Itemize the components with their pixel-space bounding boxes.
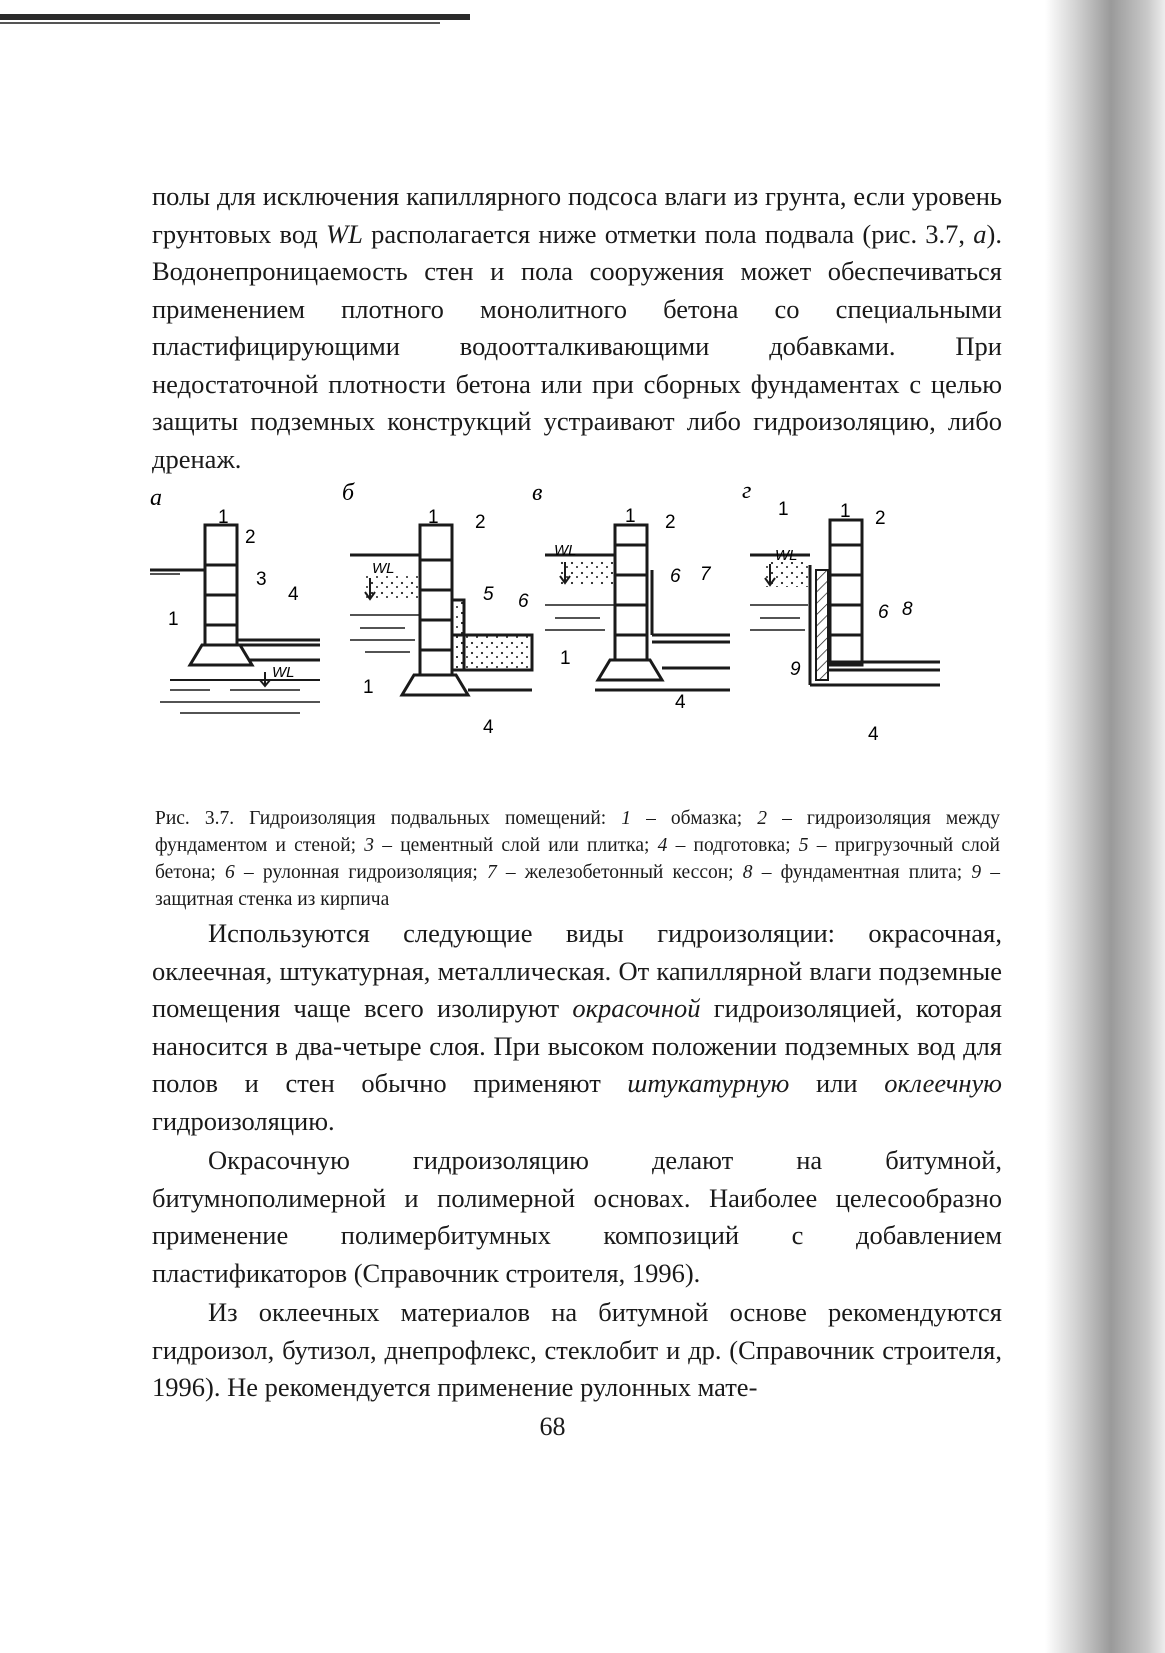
panel-a-wl-label: WL	[272, 664, 295, 681]
caption-text-7: – железобетонный кессон;	[496, 862, 743, 883]
caption-num-6: 6	[225, 862, 235, 883]
panel-v-number-1-top: 1	[625, 506, 636, 527]
caption-num-7: 7	[486, 862, 497, 883]
scan-page-edge-shadow	[1045, 0, 1165, 1653]
paragraph-1-block	[152, 178, 1002, 478]
paragraph-4: Из оклеечных материалов на битумной основе рекомендуются гидроизол, бутизол, днепрофлекс, стеклобит и др. (Справочник строителя, 1996). Не рекомендуется применение рулонных мате-	[152, 1297, 1002, 1402]
caption-num-1: 1	[621, 808, 632, 829]
paragraph-2-text-a: Используются следующие виды гидроизоляции: окрасочная, оклеечная, штукатурная, металлическая. От капиллярной влаги подземные помещения чаще всего изолируют	[152, 918, 1002, 1023]
panel-label-v: в	[532, 480, 543, 506]
paragraph-1-text-b: располагается ниже отметки пола подвала (рис. 3.7,	[362, 218, 974, 249]
panel-v-number-1: 1	[560, 648, 571, 669]
caption-text-1: – обмазка;	[631, 808, 758, 829]
panel-b-number-5: 5	[483, 584, 494, 605]
scan-top-rule-thin	[0, 22, 440, 24]
panel-g-number-1-top: 1	[840, 501, 851, 522]
caption-num-8: 8	[742, 862, 753, 883]
panel-label-g: г	[742, 478, 752, 504]
water-level-symbol: WL	[326, 218, 363, 249]
caption-num-3: 3	[364, 835, 375, 856]
panel-g-number-9: 9	[790, 659, 801, 680]
panel-g-number-1-left: 1	[778, 499, 789, 520]
panel-b-number-4: 4	[483, 717, 494, 738]
panel-label-a: а	[150, 485, 162, 511]
figure-3-7	[150, 478, 1010, 800]
caption-text-2: – гидроизоляция между фундаментом и стеной;	[155, 808, 1000, 856]
caption-num-5: 5	[798, 835, 809, 856]
paragraph-3: Окрасочную гидроизоляцию делают на битумной, битумнополимерной и полимерной основах. Наиболее целесообразно применение полимербитумных композиций с добавлением пластификаторов (Справочник строителя, 1996).	[152, 1145, 1002, 1288]
paragraph-1	[152, 178, 1002, 478]
panel-a-number-3: 3	[256, 569, 267, 590]
paragraph-2	[152, 915, 1002, 1140]
panel-b-number-6: 6	[518, 591, 529, 612]
caption-prefix: Рис. 3.7. Гидроизоляция подвальных помещений:	[155, 808, 622, 829]
figure-ref-a: а	[973, 218, 987, 249]
panel-b-number-2: 2	[475, 512, 486, 533]
panel-label-b: б	[342, 480, 355, 506]
caption-text-5: – пригрузочный слой бетона;	[155, 835, 1000, 883]
paragraph-2-em-3: оклеечную	[884, 1068, 1002, 1098]
panel-v-number-6: 6	[670, 566, 681, 587]
paragraph-1-text-a: полы для исключения капиллярного подсоса влаги из грунта, если уровень грунтовых вод	[152, 181, 1002, 249]
paragraph-2-text-b: гидроизоляцией, которая наносится в два-четыре слоя. При высоком положении подземных вод для полов и стен обычно применяют	[152, 993, 1002, 1098]
panel-a-number-2: 2	[245, 527, 256, 548]
caption-text-3: – цементный слой или плитка;	[374, 835, 658, 856]
paragraph-2-em-1: окрасочной	[572, 993, 701, 1023]
caption-text-9: – защитная стенка из кирпича	[155, 862, 1001, 910]
caption-num-9: 9	[971, 862, 982, 883]
panel-a-number-1: 1	[168, 609, 179, 630]
panel-b-number-1: 1	[363, 677, 374, 698]
caption-text-4: – подготовка;	[667, 835, 799, 856]
panel-g-number-8: 8	[902, 599, 913, 620]
panel-b-wl-label: WL	[372, 560, 395, 577]
caption-num-2: 2	[757, 808, 767, 829]
scan-top-rule	[0, 14, 470, 20]
panel-v-number-2: 2	[665, 512, 676, 533]
caption-text-8: – фундаментная плита;	[752, 862, 972, 883]
caption-text-6: – рулонная гидроизоляция;	[234, 862, 487, 883]
panel-b-number-1-top: 1	[428, 507, 439, 528]
caption-num-4: 4	[657, 835, 668, 856]
panel-g-wl-label: WL	[775, 547, 798, 564]
paragraph-2-em-2: штукатурную	[627, 1068, 790, 1098]
panel-a-number-4: 4	[288, 584, 299, 605]
panel-g-number-2: 2	[875, 508, 886, 529]
panel-b-drawing	[350, 525, 532, 695]
panel-g-number-6: 6	[878, 602, 889, 623]
paragraph-1-text-c: ). Водонепроницаемость стен и пола сооружения может обеспечиваться применением плотного монолитного бетона со специальными пластифицирующими водоотталкивающими добавками. При недостаточной плотности бетона или при сборных фундаментах с целью защиты подземных конструкций устраивают либо гидроизоляцию, либо дренаж.	[152, 218, 1002, 474]
panel-v-number-7: 7	[700, 564, 711, 585]
figure-caption	[155, 805, 1000, 913]
body-text-lower	[152, 915, 1002, 1407]
panel-g-number-4: 4	[868, 724, 879, 745]
panel-v-number-4: 4	[675, 692, 686, 713]
panel-a-number-1-top: 1	[218, 507, 229, 528]
paragraph-2-text-c: или	[789, 1068, 885, 1098]
page-number: 68	[539, 1412, 566, 1441]
paragraph-2-text-d: гидроизоляцию.	[152, 1105, 335, 1136]
figure-drawing	[150, 478, 1010, 800]
panel-v-wl-label: WL	[554, 542, 577, 559]
